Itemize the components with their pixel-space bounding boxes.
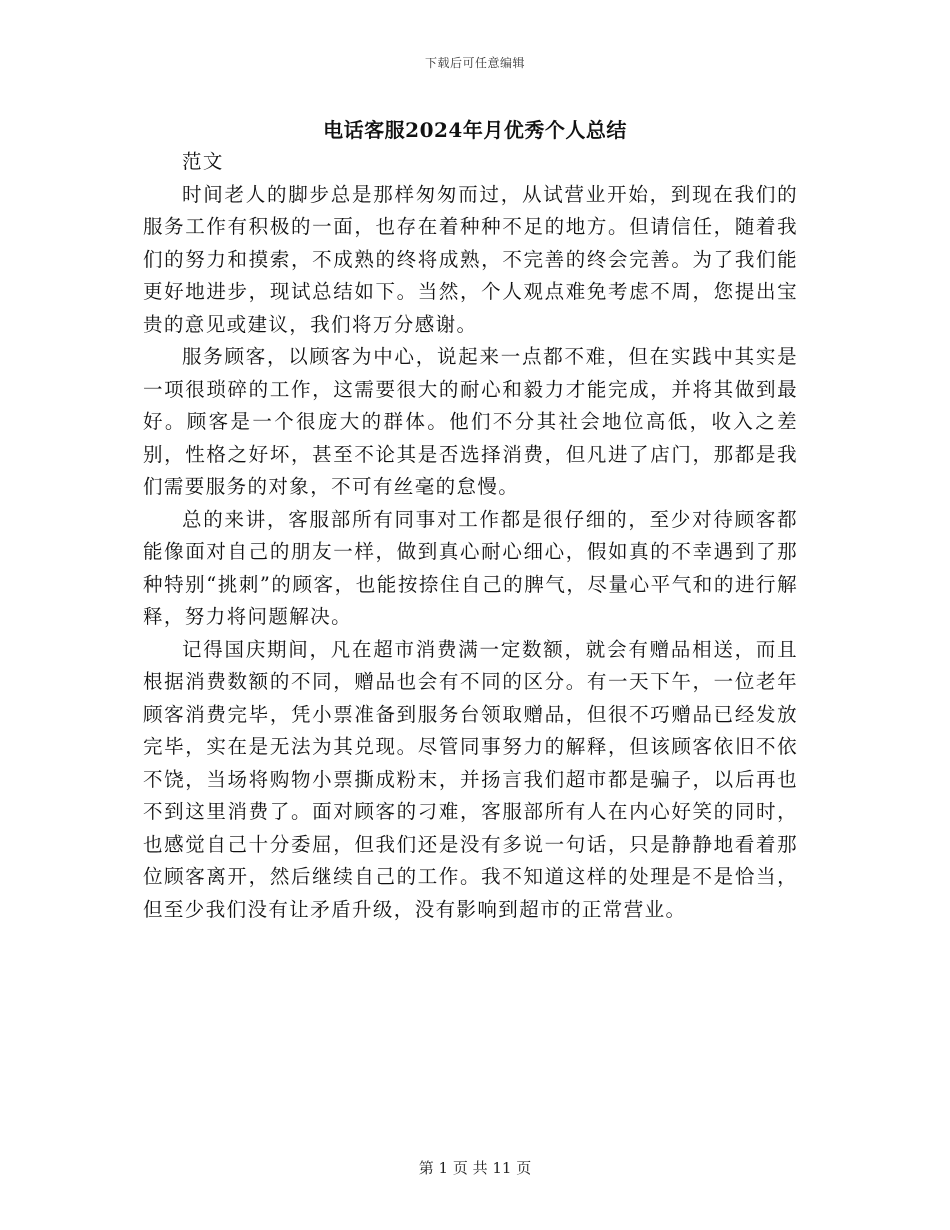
paragraph: 服务顾客，以顾客为中心，说起来一点都不难，但在实践中其实是一项很琐碎的工作，这需要很大的耐心和毅力才能完成，并将其做到最好。顾客是一个很庞大的群体。他们不分其社会地位高低，收入之差别，性格之好坏，甚至不论其是否选择消费，但凡进了店门，那都是我们需要服务的对象，不可有丝毫的怠慢。 (143, 345, 798, 498)
page-footer: 第 1 页 共 11 页 (418, 1159, 532, 1177)
header-note: 下载后可任意编辑 (424, 56, 525, 70)
paragraph: 范文 (182, 150, 224, 173)
paragraph: 时间老人的脚步总是那样匆匆而过，从试营业开始，到现在我们的服务工作有积极的一面，也存在着种种不足的地方。但请信任，随着我们的努力和摸索，不成熟的终将成熟，不完善的终会完善。为了我们能更好地进步，现试总结如下。当然，个人观点难免考虑不周，您提出宝贵的意见或建议，我们将万分感谢。 (143, 182, 798, 336)
document-title: 电话客服2024年月优秀个人总结 (323, 118, 627, 142)
paragraph: 总的来讲，客服部所有同事对工作都是很仔细的，至少对待顾客都能像面对自己的朋友一样，做到真心耐心细心，假如真的不幸遇到了那种特别“挑刺”的顾客，也能按捺住自己的脾气，尽量心平气和的进行解释，努力将问题解决。 (143, 507, 798, 628)
document-body (143, 146, 798, 926)
paragraph: 记得国庆期间，凡在超市消费满一定数额，就会有赠品相送，而且根据消费数额的不同，赠品也会有不同的区分。有一天下午，一位老年顾客消费完毕，凭小票准备到服务台领取赠品，但很不巧赠品已经发放完毕，实在是无法为其兑现。尽管同事努力的解释，但该顾客依旧不依不饶，当场将购物小票撕成粉末，并扬言我们超市都是骗子，以后再也不到这里消费了。面对顾客的刁难，客服部所有人在内心好笑的同时，也感觉自己十分委屈，但我们还是没有多说一句话，只是静静地看着那位顾客离开，然后继续自己的工作。我不知道这样的处理是不是恰当，但至少我们没有让矛盾升级，没有影响到超市的正常营业。 (143, 637, 798, 921)
